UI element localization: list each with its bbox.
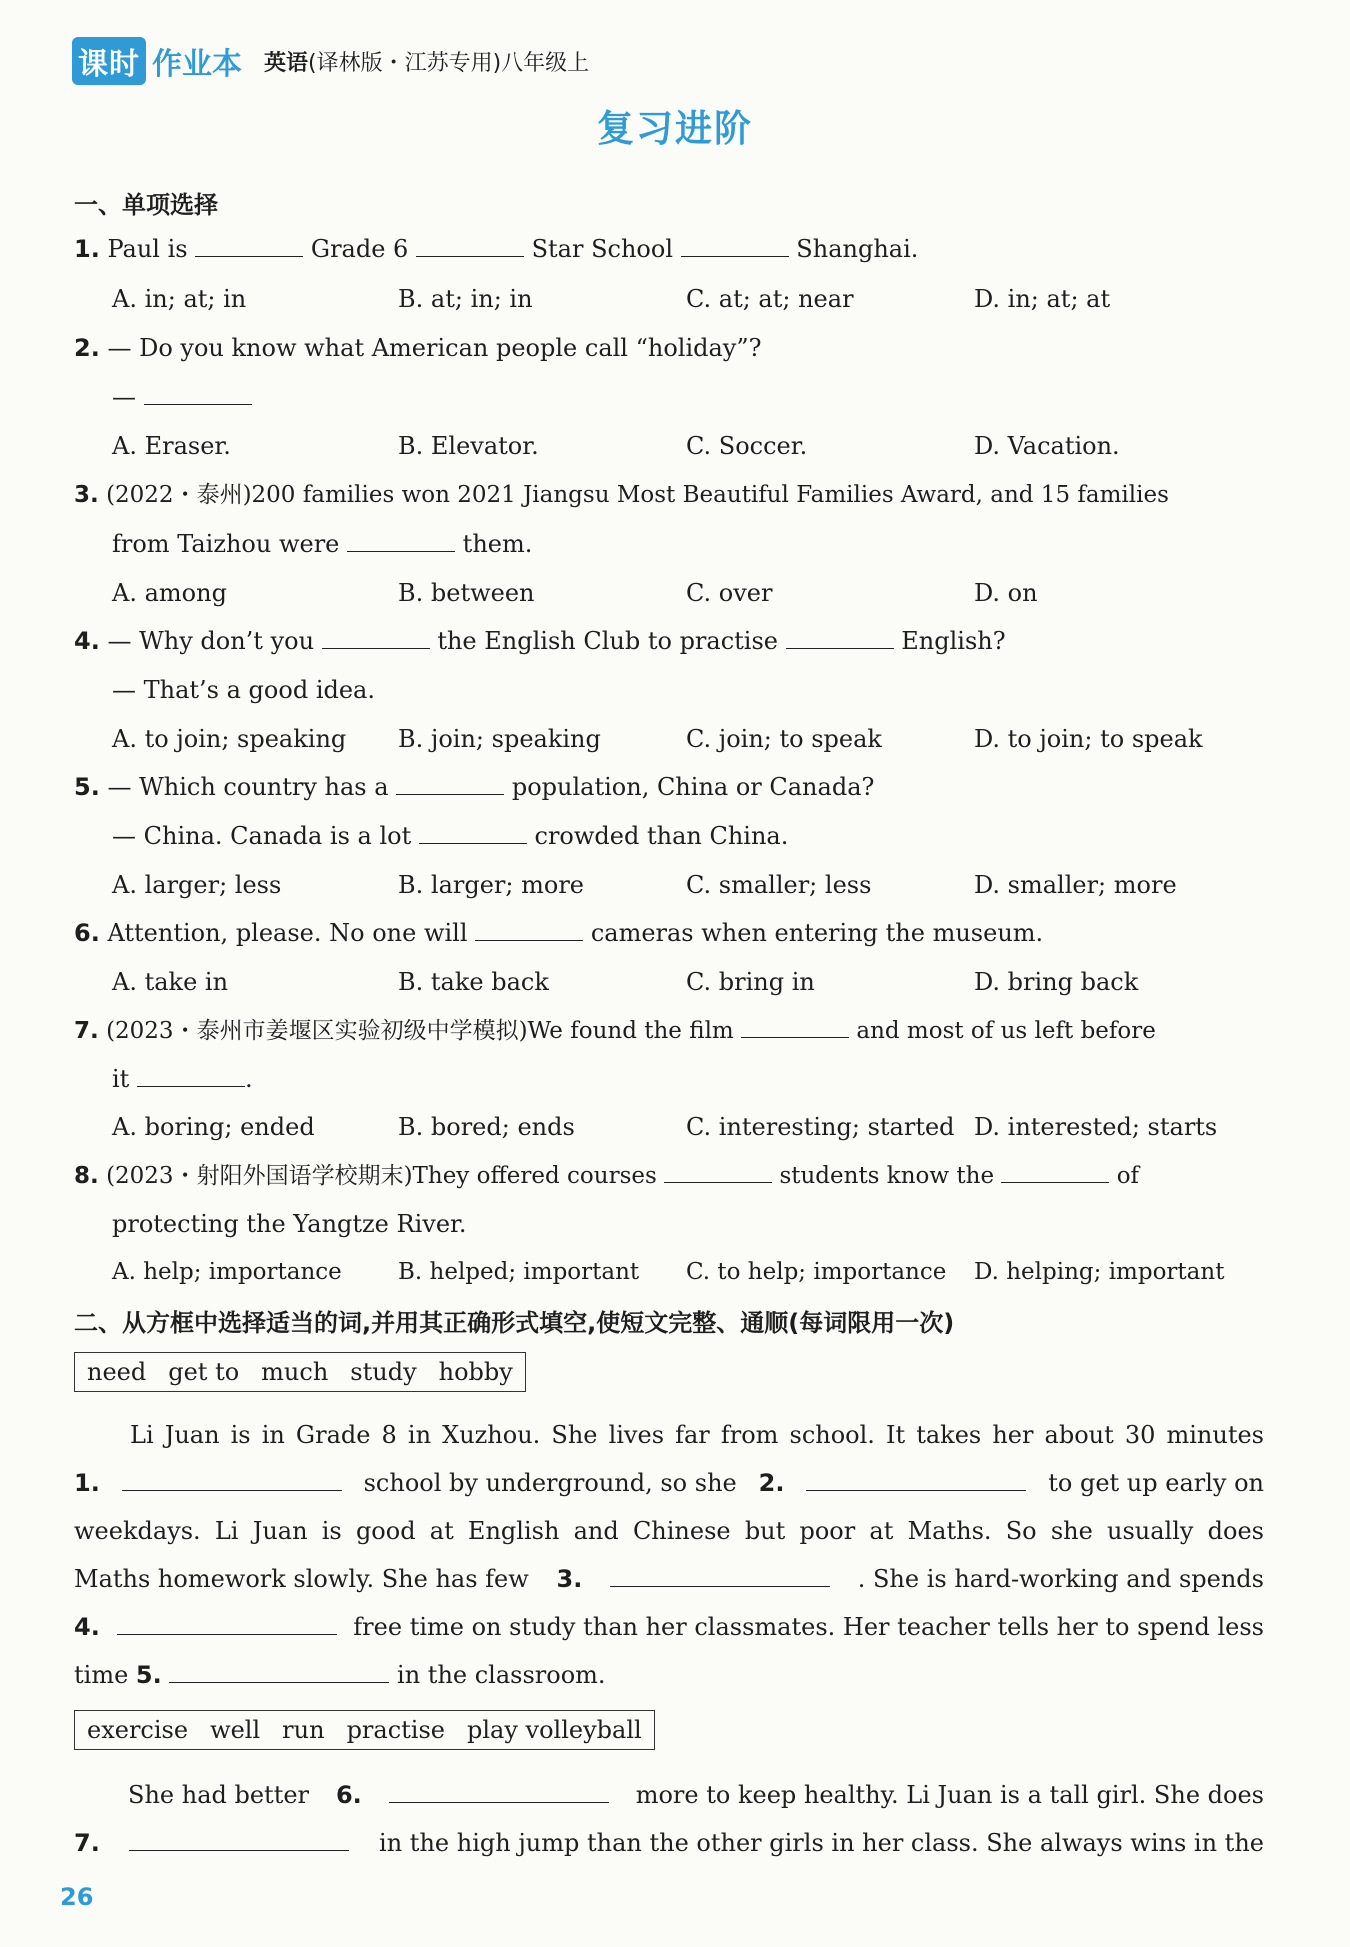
option-a[interactable]: A. among — [112, 579, 227, 607]
option-d[interactable]: D. helping; important — [974, 1259, 1225, 1285]
answer-blank[interactable] — [664, 1160, 772, 1183]
option-a[interactable]: A. Eraser. — [112, 432, 231, 460]
question-text: (2023・泰州市姜堰区实验初级中学模拟)We found the film — [106, 1018, 734, 1044]
question-2 — [74, 333, 762, 363]
question-7-line2 — [112, 1064, 253, 1094]
answer-blank[interactable] — [129, 1828, 349, 1851]
option-b[interactable]: B. bored; ends — [398, 1113, 575, 1141]
question-number: 3. — [74, 482, 99, 508]
option-c[interactable]: C. interesting; started — [686, 1113, 955, 1141]
question-3-line2 — [112, 529, 532, 559]
answer-blank[interactable] — [137, 1064, 245, 1087]
passage2-line2 — [74, 1828, 1264, 1858]
passage-text: school by underground, so she — [363, 1469, 737, 1497]
question-8-line2: protecting the Yangtze River. — [112, 1210, 467, 1238]
word-option: exercise — [87, 1716, 189, 1744]
passage1-line3: weekdays. Li Juan is good at English and Chinese but poor at Maths. So she usually does — [74, 1517, 1264, 1545]
option-a[interactable]: A. in; at; in — [112, 285, 247, 313]
question-8 — [74, 1160, 1139, 1191]
word-option: much — [261, 1358, 329, 1386]
question-text: it — [112, 1065, 130, 1093]
answer-blank[interactable] — [169, 1660, 389, 1683]
question-text: and most of us left before — [856, 1018, 1156, 1044]
blank-number: 3. — [556, 1565, 583, 1593]
word-option: need — [87, 1358, 147, 1386]
answer-blank[interactable] — [419, 821, 527, 844]
passage-text: in the high jump than the other girls in her class. She always wins in the — [379, 1829, 1264, 1857]
option-c[interactable]: C. to help; importance — [686, 1259, 947, 1285]
option-c[interactable]: C. at; at; near — [686, 285, 854, 313]
passage-text: to get up early on — [1048, 1469, 1264, 1497]
question-text: (2023・射阳外国语学校期末)They offered courses — [106, 1163, 657, 1189]
word-option: well — [210, 1716, 261, 1744]
question-text: Paul is — [107, 235, 188, 263]
question-6 — [74, 918, 1043, 948]
word-box-2 — [74, 1710, 655, 1750]
blank-number: 2. — [758, 1469, 785, 1497]
option-d[interactable]: D. bring back — [974, 968, 1139, 996]
word-box-1 — [74, 1352, 526, 1392]
question-text: — Do you know what American people call “holiday”? — [107, 334, 762, 362]
option-a[interactable]: A. to join; speaking — [112, 725, 347, 753]
word-option: get to — [168, 1358, 240, 1386]
question-text: Star School — [531, 235, 674, 263]
option-d[interactable]: D. interested; starts — [974, 1113, 1218, 1141]
answer-blank[interactable] — [389, 1780, 609, 1803]
dash: — — [112, 383, 136, 411]
option-a[interactable]: A. boring; ended — [112, 1113, 315, 1141]
option-a[interactable]: A. larger; less — [112, 871, 282, 899]
logo — [72, 37, 242, 85]
question-text: Attention, please. No one will — [107, 919, 468, 947]
option-b[interactable]: B. larger; more — [398, 871, 584, 899]
question-number: 6. — [74, 919, 100, 947]
word-option: study — [350, 1358, 417, 1386]
question-number: 4. — [74, 627, 100, 655]
passage-text: free time on study than her classmates. Her teacher tells her to spend less — [353, 1613, 1264, 1641]
option-c[interactable]: C. over — [686, 579, 773, 607]
answer-blank[interactable] — [195, 234, 303, 257]
word-option: play volleyball — [467, 1716, 642, 1744]
passage1-line2 — [74, 1468, 1264, 1498]
question-4-line2: — That’s a good idea. — [112, 676, 375, 704]
header-subtitle — [264, 46, 589, 77]
edition: (译林版・江苏专用)八年级上 — [308, 50, 590, 76]
passage-text: She had better — [128, 1781, 310, 1809]
blank-number: 1. — [74, 1469, 100, 1497]
question-number: 8. — [74, 1163, 99, 1189]
answer-blank[interactable] — [786, 626, 894, 649]
question-text: population, China or Canada? — [511, 773, 875, 801]
answer-blank[interactable] — [416, 234, 524, 257]
answer-blank[interactable] — [475, 918, 583, 941]
page-number: 26 — [60, 1883, 94, 1911]
passage-text: time — [74, 1661, 129, 1689]
answer-blank[interactable] — [681, 234, 789, 257]
option-c[interactable]: C. bring in — [686, 968, 815, 996]
option-d[interactable]: D. to join; to speak — [974, 725, 1203, 753]
option-a[interactable]: A. take in — [112, 968, 229, 996]
question-number: 2. — [74, 334, 100, 362]
passage1-line1: Li Juan is in Grade 8 in Xuzhou. She lives far from school. It takes her about 30 minutes — [130, 1421, 1264, 1449]
question-text: the English Club to practise — [437, 627, 778, 655]
question-5 — [74, 772, 874, 802]
passage-text: Maths homework slowly. She has few — [74, 1565, 529, 1593]
passage-text: more to keep healthy. Li Juan is a tall girl. She does — [635, 1781, 1264, 1809]
word-option: run — [282, 1716, 325, 1744]
question-number: 5. — [74, 773, 100, 801]
option-d[interactable]: D. smaller; more — [974, 871, 1177, 899]
passage-text: in the classroom. — [397, 1661, 606, 1689]
question-5-line2 — [112, 821, 788, 851]
blank-number: 6. — [335, 1781, 362, 1809]
question-text: . — [244, 1065, 253, 1093]
blank-number: 7. — [74, 1829, 100, 1857]
answer-blank[interactable] — [741, 1015, 849, 1038]
question-text: — Why don’t you — [107, 627, 315, 655]
answer-blank[interactable] — [117, 1612, 337, 1635]
answer-blank[interactable] — [122, 1468, 342, 1491]
option-b[interactable]: B. Elevator. — [398, 432, 539, 460]
subject: 英语 — [264, 50, 309, 76]
question-1 — [74, 234, 918, 264]
answer-blank[interactable] — [806, 1468, 1026, 1491]
passage1-line4 — [74, 1564, 1264, 1594]
question-text: from Taizhou were — [112, 530, 340, 558]
page-title: 复习进阶 — [597, 107, 753, 150]
question-text: Shanghai. — [796, 235, 919, 263]
option-c[interactable]: C. Soccer. — [686, 432, 808, 460]
option-d[interactable]: D. Vacation. — [974, 432, 1120, 460]
answer-blank[interactable] — [1001, 1160, 1109, 1183]
option-d[interactable]: D. in; at; at — [974, 285, 1111, 313]
word-option: hobby — [438, 1358, 513, 1386]
option-c[interactable]: C. join; to speak — [686, 725, 882, 753]
answer-blank[interactable] — [347, 529, 455, 552]
question-text: — Which country has a — [107, 773, 389, 801]
question-text: English? — [901, 627, 1006, 655]
answer-blank[interactable] — [322, 626, 430, 649]
question-4 — [74, 626, 1006, 656]
question-2-answer-line — [112, 382, 252, 412]
option-a[interactable]: A. help; importance — [112, 1259, 342, 1285]
question-text: cameras when entering the museum. — [590, 919, 1044, 947]
question-text: — China. Canada is a lot — [112, 822, 412, 850]
passage1-line6 — [74, 1660, 606, 1690]
option-b[interactable]: B. helped; important — [398, 1259, 640, 1285]
word-option: practise — [346, 1716, 445, 1744]
question-text: students know the — [779, 1163, 995, 1189]
answer-blank[interactable] — [396, 772, 504, 795]
section1-heading: 一、单项选择 — [74, 191, 218, 219]
option-d[interactable]: D. on — [974, 579, 1038, 607]
question-text: Grade 6 — [310, 235, 409, 263]
header — [72, 38, 589, 84]
answer-blank[interactable] — [610, 1564, 830, 1587]
section2-heading: 二、从方框中选择适当的词,并用其正确形式填空,使短文完整、通顺(每词限用一次) — [74, 1309, 955, 1337]
option-c[interactable]: C. smaller; less — [686, 871, 872, 899]
passage2-line1 — [128, 1780, 1264, 1810]
option-b[interactable]: B. between — [398, 579, 535, 607]
option-b[interactable]: B. at; in; in — [398, 285, 533, 313]
logo-text: 作业本 — [152, 47, 242, 82]
question-7 — [74, 1015, 1156, 1046]
option-b[interactable]: B. take back — [398, 968, 549, 996]
passage1-line5 — [74, 1612, 1264, 1642]
logo-box: 课时 — [72, 37, 146, 85]
answer-blank[interactable] — [144, 382, 252, 405]
blank-number: 5. — [135, 1661, 162, 1689]
question-text: them. — [462, 530, 533, 558]
question-3 — [74, 480, 1169, 510]
option-b[interactable]: B. join; speaking — [398, 725, 601, 753]
question-number: 7. — [74, 1018, 99, 1044]
question-text: (2022・泰州)200 families won 2021 Jiangsu Most Beautiful Families Award, and 15 families — [106, 482, 1169, 508]
question-text: crowded than China. — [534, 822, 789, 850]
passage-text: . She is hard-working and spends — [857, 1565, 1264, 1593]
question-text: of — [1116, 1163, 1140, 1189]
blank-number: 4. — [74, 1613, 100, 1641]
question-number: 1. — [74, 235, 100, 263]
